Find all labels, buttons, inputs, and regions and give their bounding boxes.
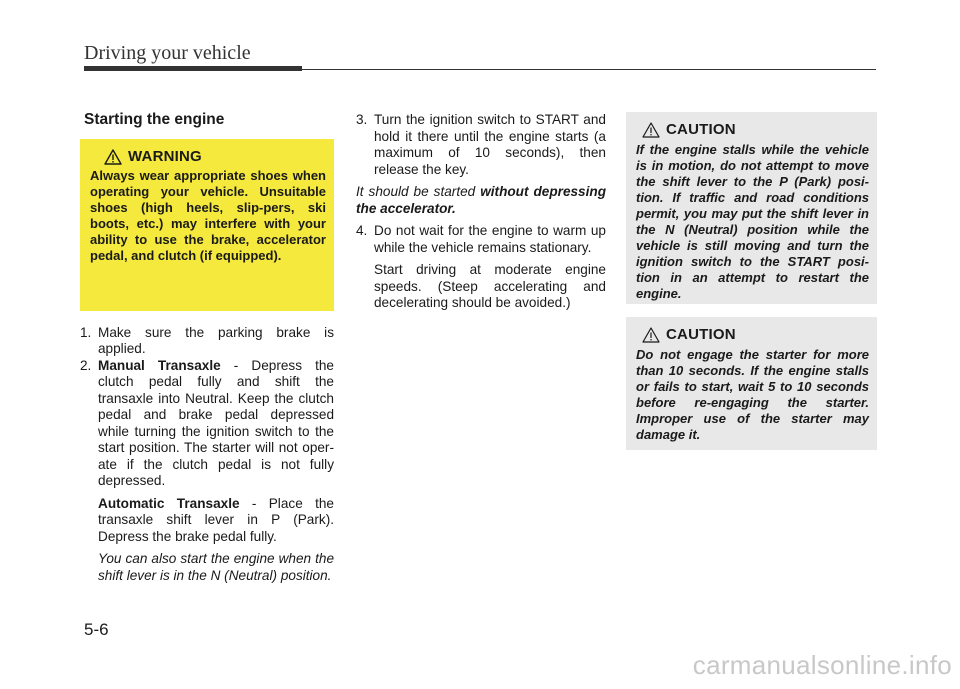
step-number: 4. (356, 223, 368, 238)
warning-triangle-icon (104, 149, 122, 165)
column-left (80, 112, 334, 584)
caution-box-stall (626, 112, 877, 304)
automatic-transaxle-paragraph (80, 496, 334, 546)
caution-text: Do not engage the starter for more than 10 seconds. If the engine stalls or fails to start, wait 5 to 10 seconds before re-engaging the starter. Improper use of the starter may damage it. (636, 346, 869, 442)
warning-box (80, 139, 334, 311)
note-lead: It should be started (356, 184, 476, 199)
manual-transaxle-label: Manual Transaxle (98, 357, 221, 373)
page-header-title: Driving your vehicle (84, 42, 251, 64)
automatic-transaxle-label: Automatic Transaxle (98, 495, 240, 511)
column-middle (356, 112, 606, 312)
caution-label: CAUTION (666, 121, 736, 138)
step-3 (356, 112, 606, 178)
page-number: 5-6 (84, 620, 109, 639)
neutral-note: You can also start the engine when the shift lever is in the N (Neutral) position. (98, 551, 334, 583)
warning-label: WARNING (128, 147, 202, 165)
note-bold: without depressing the accelerator. (356, 184, 607, 216)
automatic-transaxle-text: - Place the transaxle shift lever in P (Park). Depress the brake pedal fully. (98, 495, 334, 544)
accelerator-note (356, 184, 606, 217)
caution-header (642, 327, 869, 344)
caution-label: CAUTION (666, 326, 736, 343)
column-right (626, 112, 877, 450)
step-text: Do not wait for the engine to warm up while the vehicle remains stationary. (374, 223, 606, 255)
header-rule-thick (84, 66, 302, 71)
step-text: Make sure the parking brake is applied. (98, 324, 334, 356)
step-number: 1. (80, 324, 92, 340)
warning-text: Always wear appropriate shoes when operating your vehicle. Unsuitable shoes (high heels, slip-pers, ski boots, etc.) may interfere with your ability to use the brake, accelerator pedal, and clutch (if equipped). (90, 168, 326, 263)
section-title: Starting the engine (84, 111, 225, 128)
step-1 (80, 325, 334, 358)
watermark: carmanualsonline.info (692, 650, 952, 680)
step-body (98, 358, 334, 490)
step-4-sub: Start driving at moderate engine speeds. (Steep accelerating and decelerating should be avoided.) (374, 262, 606, 310)
steps-list-left (80, 325, 334, 585)
manual-transaxle-text: - Depress the clutch pedal fully and shift the transaxle into Neutral. Keep the clutch pedal and brake pedal depressed while turning the ignition switch to the start position. The starter will not oper-ate if the clutch pedal is not fully depressed. (98, 357, 334, 488)
caution-header (642, 122, 869, 139)
warning-header (104, 149, 326, 166)
step-number: 2. (80, 357, 92, 373)
step-2 (80, 358, 334, 490)
header-rule-thin (302, 69, 876, 70)
warning-triangle-icon (642, 327, 660, 343)
caution-box-starter (626, 317, 877, 450)
step-number: 3. (356, 112, 368, 127)
caution-text: If the engine stalls while the vehicle is in motion, do not attempt to move the shift lever to the P (Park) posi-tion. If traffic and road conditions permit, you may put the shift lever in the N (Neutral) position while the vehicle is still moving and turn the ignition switch to the START posi-tion in an attempt to restart the engine. (636, 141, 869, 301)
step-4 (356, 223, 606, 256)
step-text: Turn the ignition switch to START and hold it there until the engine starts (a maximum of 10 seconds), then release the key. (374, 112, 606, 177)
warning-triangle-icon (642, 122, 660, 138)
